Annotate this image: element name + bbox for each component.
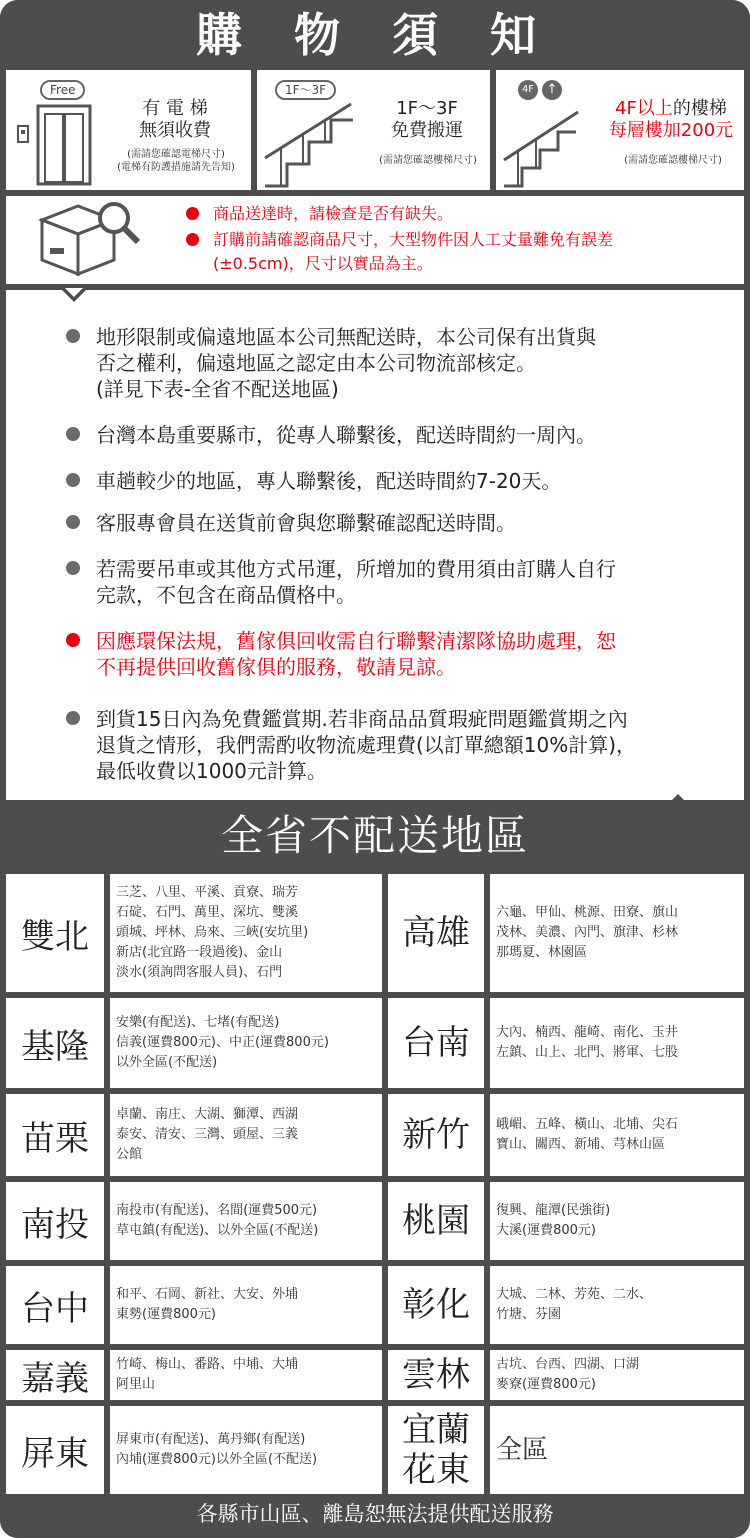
elevator-note-1: (需請您確認電梯尺寸) xyxy=(127,149,225,160)
note-item-red xyxy=(66,628,616,680)
note-item xyxy=(66,422,596,448)
note-item xyxy=(66,706,636,784)
bullet xyxy=(66,711,80,725)
elevator-title-1: 有 電 梯 xyxy=(142,98,208,119)
table-row xyxy=(6,1350,744,1406)
table-row xyxy=(6,1266,744,1350)
bullet xyxy=(66,473,80,487)
region-name: 南投 xyxy=(21,1204,89,1245)
footer-text: 各縣市山區、離島恕無法提供配送服務 xyxy=(196,1502,554,1526)
region-desc: 和平、石岡、新社、大安、外埔 東勢(運費800元) xyxy=(116,1287,299,1322)
box-inspect-icon xyxy=(34,198,154,278)
note-line: 地形限制或偏遠地區本公司無配送時，本公司保有出貨與 xyxy=(96,325,596,349)
table-row xyxy=(6,874,744,998)
upper-note: (需請您確認樓梯尺寸) xyxy=(624,155,722,166)
note-line: (詳見下表-全省不配送地區) xyxy=(96,377,339,401)
elevator-note-2: (電梯有防護措施請先告知) xyxy=(117,162,235,173)
note-line: 因應環保法規，舊傢俱回收需自行聯繫清潔隊協助處理，恕 xyxy=(96,629,616,653)
note-line: 最低收費以1000元計算。 xyxy=(96,759,327,783)
table-row xyxy=(6,1182,744,1266)
bullet-red xyxy=(186,233,199,246)
elevator-icon xyxy=(12,96,92,186)
bullet xyxy=(66,515,80,529)
region-desc: 屏東市(有配送)、萬丹鄉(有配送) 內埔(運費800元)以外全區(不配送) xyxy=(116,1432,318,1467)
table-row xyxy=(6,998,744,1094)
upper-floor-cell xyxy=(490,70,750,190)
arrow-up-icon: ↑ xyxy=(542,80,562,100)
delivery-fee-row xyxy=(6,70,744,196)
elevator-title-2: 無須收費 xyxy=(139,120,211,141)
note-item xyxy=(66,468,561,494)
upper-title-2: 每層樓加200元 xyxy=(608,120,734,141)
region-desc: 竹崎、梅山、番路、中埔、大埔 阿里山 xyxy=(116,1357,299,1392)
region-name: 宜蘭 花東 xyxy=(402,1410,470,1490)
region-name: 高雄 xyxy=(402,913,470,953)
region-desc: 峨嵋、五峰、橫山、北埔、尖石 寶山、關西、新埔、芎林山區 xyxy=(496,1117,679,1152)
note-line: 客服專會員在送貨前會與您聯繫確認配送時間。 xyxy=(96,511,516,535)
note-line: 到貨15日內為免費鑑賞期.若非商品品質瑕疵問題鑑賞期之內 xyxy=(96,707,628,731)
note-line: 否之權利，偏遠地區之認定由本公司物流部核定。 xyxy=(96,351,536,375)
note-line: 台灣本島重要縣市，從專人聯繫後，配送時間約一周內。 xyxy=(96,423,596,447)
region-desc: 卓蘭、南庄、大湖、獅潭、西湖 泰安、清安、三灣、頭屋、三義 公館 xyxy=(116,1107,299,1162)
divider-notch-inner xyxy=(65,288,83,297)
table-row xyxy=(6,1406,744,1494)
warning-section xyxy=(6,196,744,282)
stairs-title-2: 免費搬運 xyxy=(391,120,463,141)
page-title: 購 物 須 知 xyxy=(195,8,555,62)
note-line: 退貨之情形，我們需酌收物流處理費(以訂單總額10%計算)， xyxy=(96,733,637,757)
note-item xyxy=(66,556,616,608)
note-line: 完款，不包含在商品價格中。 xyxy=(96,583,356,607)
region-desc: 安樂(有配送)、七堵(有配送) 信義(運費800元)、中正(運費800元) 以外全區(不配送) xyxy=(116,1015,329,1070)
region-name: 基隆 xyxy=(21,1026,89,1067)
region-name: 桃園 xyxy=(402,1201,470,1241)
warning-2-cont: (±0.5cm)，尺寸以實品為主。 xyxy=(213,254,433,273)
bullet xyxy=(66,561,80,575)
region-name: 屏東 xyxy=(21,1433,89,1474)
region-desc: 南投市(有配送)、名間(運費500元) 草屯鎮(有配送)、以外全區(不配送) xyxy=(116,1203,319,1238)
region-desc: 復興、龍潭(民強街) 大溪(運費800元) xyxy=(496,1203,611,1238)
note-item xyxy=(66,510,516,536)
region-name: 台南 xyxy=(402,1023,470,1063)
floor-4-badge: 4F xyxy=(518,80,538,100)
note-line: 車趟較少的地區，專人聯繫後，配送時間約7-20天。 xyxy=(96,469,562,493)
region-name: 新竹 xyxy=(402,1115,470,1155)
region-desc: 大內、楠西、龍崎、南化、玉井 左鎮、山上、北門、將軍、七股 xyxy=(496,1025,679,1060)
region-name: 彰化 xyxy=(402,1285,470,1325)
warning-1: 商品送達時，請檢查是否有缺失。 xyxy=(186,202,453,226)
table-row xyxy=(6,1094,744,1182)
region-table-title: 全省不配送地區 xyxy=(220,811,529,860)
region-desc: 古坑、台西、四湖、口湖 麥寮(運費800元) xyxy=(496,1357,640,1392)
stairs-title-1: 1F～3F xyxy=(396,98,458,119)
bullet-red xyxy=(66,633,80,647)
stairs-icon xyxy=(261,98,371,190)
upper-title-1: 4F以上的樓梯 xyxy=(615,98,727,119)
region-name: 台中 xyxy=(21,1288,89,1329)
free-badge: Free xyxy=(40,80,85,100)
note-line: 不再提供回收舊傢俱的服務，敬請見諒。 xyxy=(96,655,456,679)
region-desc: 大城、二林、芳苑、二水、 竹塘、芬園 xyxy=(496,1287,653,1322)
floor-range-badge: 1F～3F xyxy=(275,80,336,100)
warning-2: 訂購前請確認商品尺寸，大型物件因人工丈量難免有誤差 xyxy=(186,228,613,252)
region-desc: 六龜、甲仙、桃源、田寮、旗山 茂林、美濃、內門、旗津、杉林 那瑪夏、林園區 xyxy=(496,905,679,960)
elevator-cell xyxy=(6,70,251,190)
region-name: 嘉義 xyxy=(21,1358,89,1399)
note-line: 若需要吊車或其他方式吊運，所增加的費用須由訂購人自行 xyxy=(96,557,616,581)
region-name: 苗栗 xyxy=(21,1118,89,1159)
stairs-cell xyxy=(251,70,496,190)
region-desc: 三芝、八里、平溪、貢寮、瑞芳 石碇、石門、萬里、深坑、雙溪 頭城、坪林、烏來、三峽(安坑里) 新店(北宜路一段過後)、金山 淡水(須詢問客服人員)、石門 xyxy=(116,885,309,980)
divider xyxy=(6,284,744,290)
bullet xyxy=(66,329,80,343)
bullet-red xyxy=(186,207,199,220)
region-name: 雲林 xyxy=(402,1355,470,1395)
bullet xyxy=(66,427,80,441)
region-name: 雙北 xyxy=(21,916,89,957)
note-item xyxy=(66,324,596,402)
region-desc: 全區 xyxy=(496,1435,549,1465)
stairs-note: (需請您確認樓梯尺寸) xyxy=(379,155,477,166)
stairs-up-icon xyxy=(500,106,600,188)
